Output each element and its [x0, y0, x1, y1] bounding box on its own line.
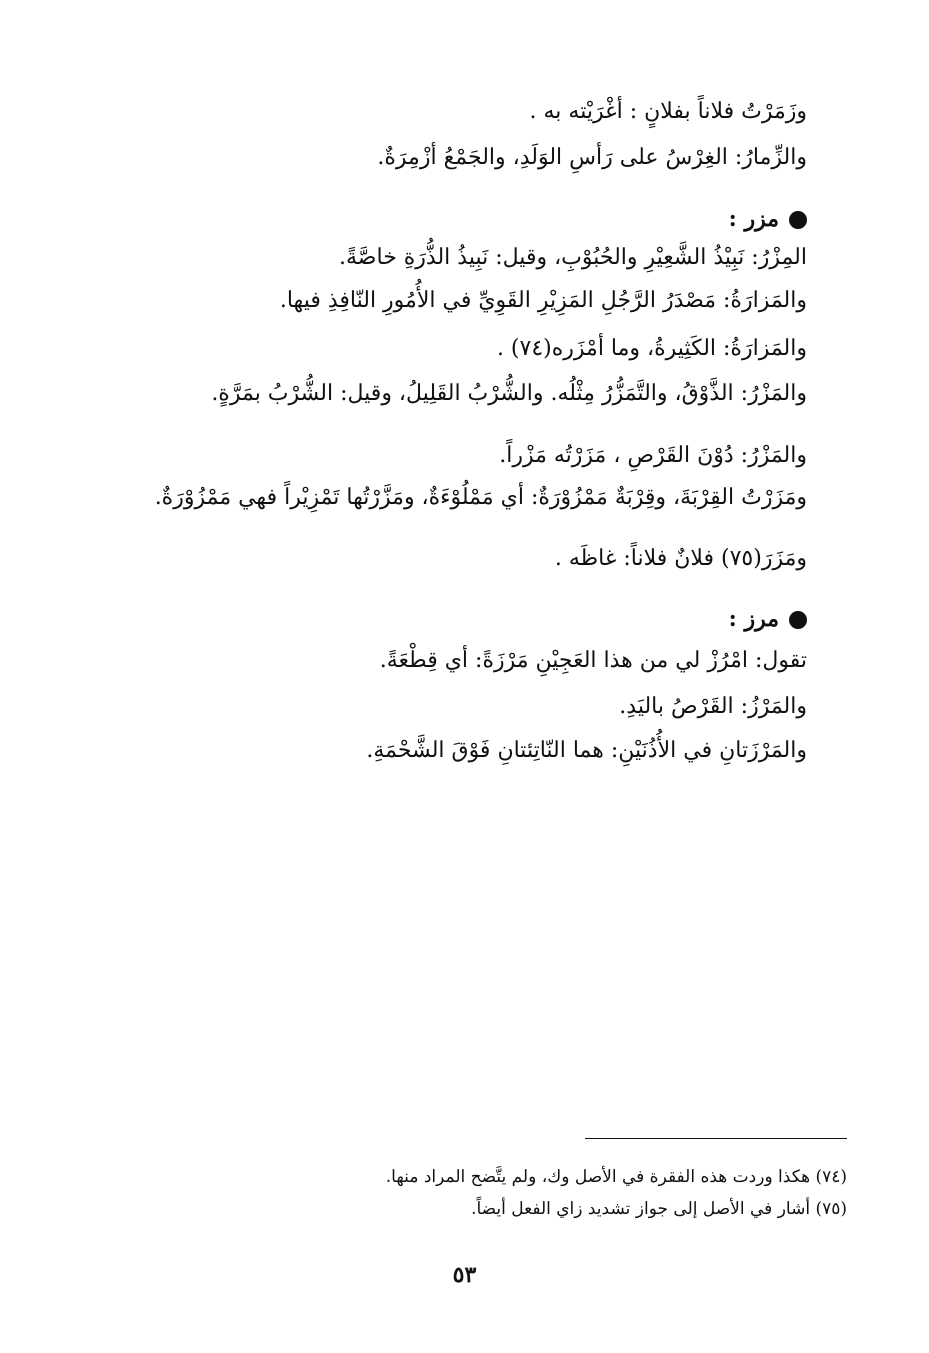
mazr-line-7: ومَزَرَ(٧٥) فلانٌ فلاناً: غاظَه .: [554, 546, 807, 571]
section-heading-mazr: [729, 201, 807, 237]
body-line-1: وزَمَرْتُ فلاناً بفلانٍ : أغْرَيْته به .: [529, 99, 807, 124]
mazr-line-3: والمَزارَةُ: الكَثِيرةُ، وما أمْزَره(٧٤) .: [496, 336, 807, 361]
body-line-2: والزِّمارُ: الغِرْسُ على رَأسِ الوَلَدِ، والجَمْعُ أزْمِرَةٌ.: [377, 145, 807, 170]
marz-line-3: والمَرْزَتانِ في الأُذُنَيْنِ: هما النّاتِئتانِ فَوْقَ الشَّحْمَةِ.: [366, 738, 807, 763]
mazr-line-2: والمَزارَةُ: مَصْدَرُ الرَّجُلِ المَزِيْرِ القَوِيِّ في الأُمُورِ النّافِذِ فيها.: [279, 288, 807, 313]
footnote-75: (٧٥) أشار في الأصل إلى جواز تشديد زاي الفعل أيضاً.: [471, 1199, 847, 1219]
bullet-icon: [789, 611, 807, 629]
section-heading-label: مزر :: [728, 206, 779, 232]
mazr-line-5: والمَزْرُ: دُوْنَ القَرْصِ ، مَزَرْتُه مَزْراً.: [499, 443, 807, 468]
marz-line-2: والمَرْزُ: القَرْصُ باليَدِ.: [619, 694, 807, 719]
section-heading-marz: [729, 601, 807, 637]
bullet-icon: [789, 211, 807, 229]
mazr-line-1: المِزْرُ: نَبِيْذُ الشَّعِيْرِ والحُبُوْبِ، وقيل: نَبِيذُ الذُّرَةِ خاصَّةً.: [339, 245, 807, 270]
footnote-divider: [585, 1138, 847, 1139]
footnote-74: (٧٤) هكذا وردت هذه الفقرة في الأصل وك، ولم يتَّضح المراد منها.: [385, 1167, 847, 1187]
mazr-line-6: ومَزَرْتُ القِرْبَةَ، وقِرْبَةٌ مَمْزُوْرَةٌ: أي مَمْلُوْءَةٌ، ومَزَّرْتُها تَمْزِيْراً فهي مَمْزُوْرَةٌ.: [154, 485, 807, 510]
mazr-line-4: والمَزْرُ: الذَّوْقُ، والتَّمَزُّرُ مِثْلُه. والشُّرْبُ القَلِيلُ، وقيل: الشُّرْبُ بمَرَّةٍ.: [211, 381, 807, 406]
page-number: ٥٣: [452, 1262, 477, 1288]
section-heading-label: مرز :: [728, 606, 779, 632]
marz-line-1: تقول: امْرُزْ لي من هذا العَجِيْنِ مَرْزَةً: أي قِطْعَةً.: [379, 648, 807, 673]
